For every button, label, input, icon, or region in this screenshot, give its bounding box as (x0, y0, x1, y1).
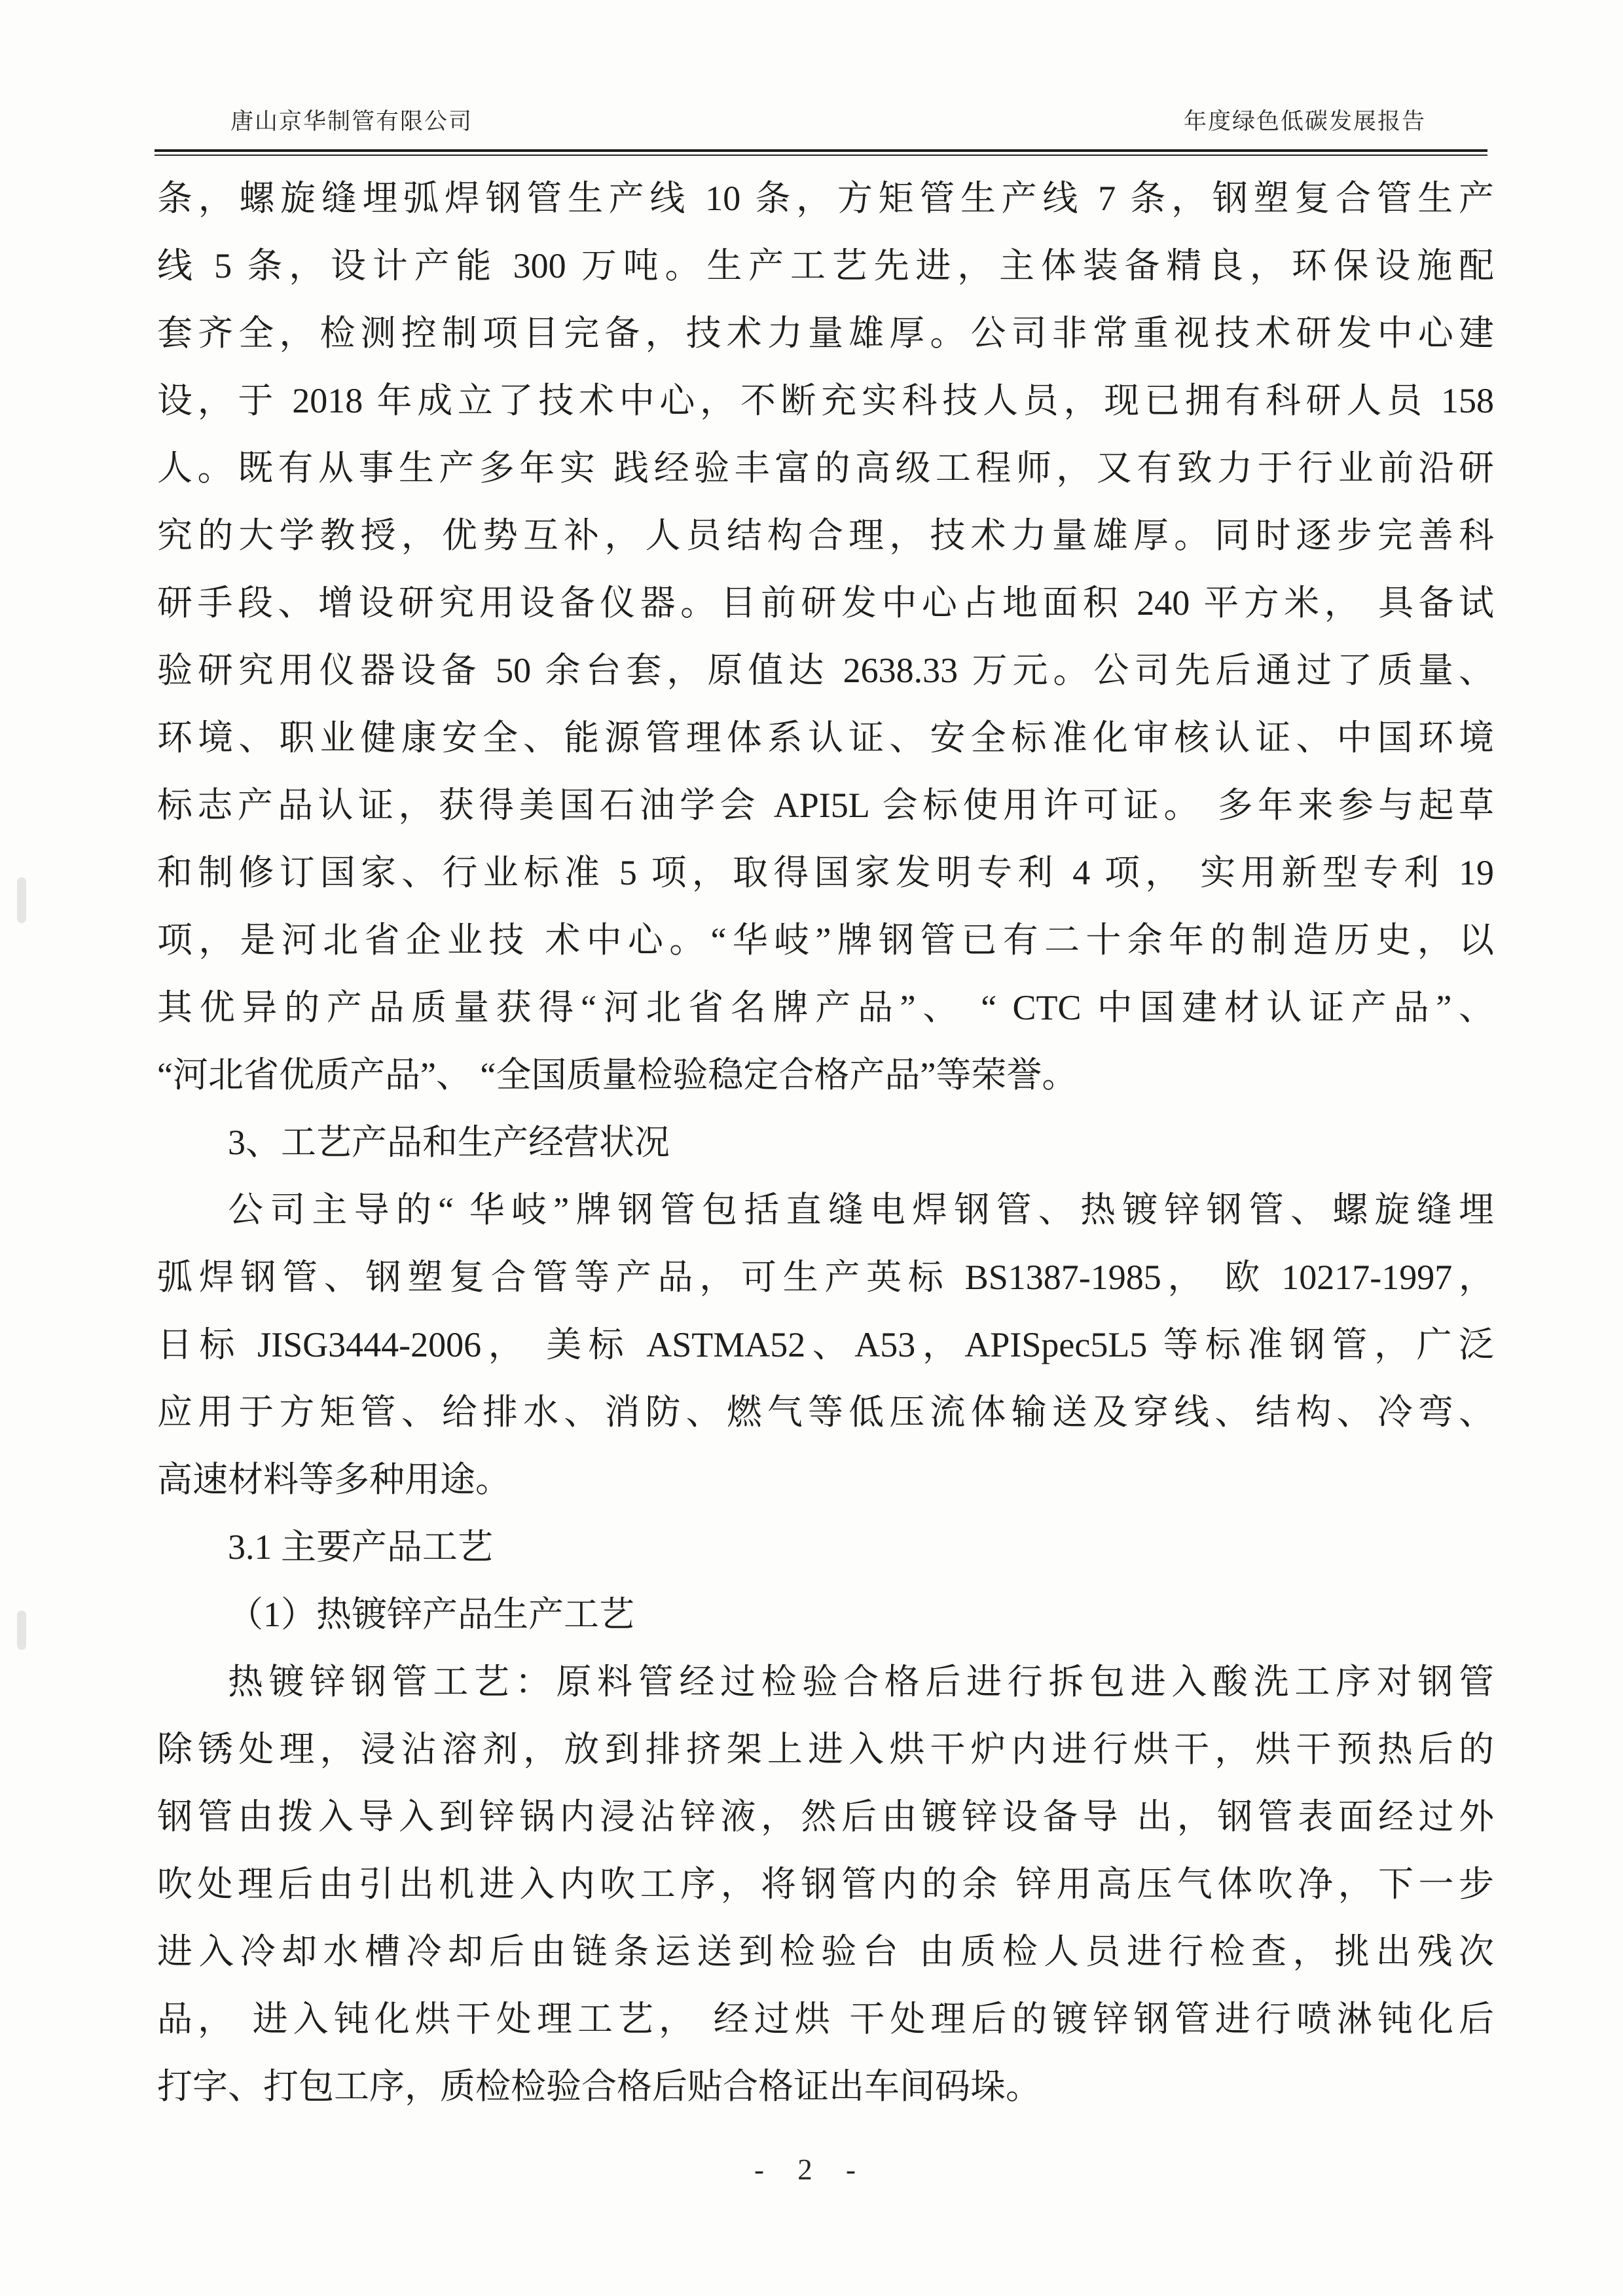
body-text (157, 165, 1494, 2121)
body-line: 公司主导的“ 华岐”牌钢管包括直缝电焊钢管、热镀锌钢管、螺旋缝埋 (228, 1190, 1494, 1230)
body-line: 打字、打包工序，质检检验合格后贴合格证出车间码垛。 (157, 2067, 1041, 2106)
body-line: 除锈处理，浸沾溶剂，放到排挤架上进入烘干炉内进行烘干，烘干预热后的 (157, 1730, 1494, 1769)
body-line: 3.1 主要产品工艺 (228, 1527, 493, 1567)
scan-artifact (17, 877, 26, 923)
body-line: 其优异的产品质量获得“河北省名牌产品”、 “ CTC 中国建材认证产品”、 (157, 988, 1494, 1027)
body-line: 环境、职业健康安全、能源管理体系认证、安全标准化审核认证、中国环境 (157, 718, 1494, 757)
body-line: 人。既有从事生产多年实 践经验丰富的高级工程师，又有致力于行业前沿研 (157, 448, 1494, 488)
body-line: 研手段、增设研究用设备仪器。目前研发中心占地面积 240 平方米， 具备试 (157, 583, 1494, 623)
body-line: 设，于 2018 年成立了技术中心，不断充实科技人员，现已拥有科研人员 158 (157, 381, 1494, 420)
header-divider-rule (155, 149, 1487, 156)
header-company-name: 唐山京华制管有限公司 (230, 109, 473, 134)
body-line: 进入冷却水槽冷却后由链条运送到检验台 由质检人员进行检查，挑出残次 (157, 1932, 1494, 1971)
scan-artifact (17, 1611, 26, 1650)
body-line: 项，是河北省企业技 术中心。“华岐”牌钢管已有二十余年的制造历史，以 (157, 920, 1494, 960)
body-line: 套齐全，检测控制项目完备，技术力量雄厚。公司非常重视技术研发中心建 (157, 314, 1494, 353)
body-line: 品， 进入钝化烘干处理工艺， 经过烘 干处理后的镀锌钢管进行喷淋钝化后 (157, 1999, 1494, 2039)
body-line: “河北省优质产品”、 “全国质量检验稳定合格产品”等荣誉。 (157, 1055, 1078, 1095)
page-header (157, 103, 1486, 136)
body-line: 验研究用仪器设备 50 余台套，原值达 2638.33 万元。公司先后通过了质量、 (157, 651, 1494, 690)
body-line: 日标 JISG3444-2006， 美标 ASTMA52、A53，APISpec5L5 等标准钢管，广泛 (157, 1325, 1494, 1364)
body-line: 条，螺旋缝埋弧焊钢管生产线 10 条，方矩管生产线 7 条，钢塑复合管生产 (157, 179, 1494, 218)
body-line: 钢管由拨入导入到锌锅内浸沾锌液，然后由镀锌设备导 出，钢管表面经过外 (157, 1797, 1494, 1836)
page-footer (0, 2153, 1623, 2187)
body-line: 吹处理后由引出机进入内吹工序，将钢管内的余 锌用高压气体吹净，下一步 (157, 1865, 1494, 1904)
body-line: 热镀锌钢管工艺：原料管经过检验合格后进行拆包进入酸洗工序对钢管 (228, 1662, 1494, 1702)
body-line: 究的大学教授，优势互补，人员结构合理，技术力量雄厚。同时逐步完善科 (157, 516, 1494, 555)
body-line: 3、工艺产品和生产经营状况 (228, 1123, 670, 1162)
body-line: （1）热镀锌产品生产工艺 (228, 1595, 634, 1634)
body-line: 和制修订国家、行业标准 5 项，取得国家发明专利 4 项， 实用新型专利 19 (157, 853, 1494, 892)
body-line: 高速材料等多种用途。 (157, 1460, 511, 1499)
body-line: 应用于方矩管、给排水、消防、燃气等低压流体输送及穿线、结构、冷弯、 (157, 1393, 1494, 1432)
body-line: 标志产品认证，获得美国石油学会 API5L 会标使用许可证。 多年来参与起草 (157, 786, 1494, 825)
page-number: - 2 - (754, 2153, 869, 2186)
body-line: 弧焊钢管、钢塑复合管等产品，可生产英标 BS1387-1985， 欧 10217-1997， (157, 1258, 1494, 1297)
body-line: 线 5 条，设计产能 300 万吨。生产工艺先进，主体装备精良，环保设施配 (157, 246, 1494, 285)
header-report-title: 年度绿色低碳发展报告 (1183, 109, 1426, 134)
